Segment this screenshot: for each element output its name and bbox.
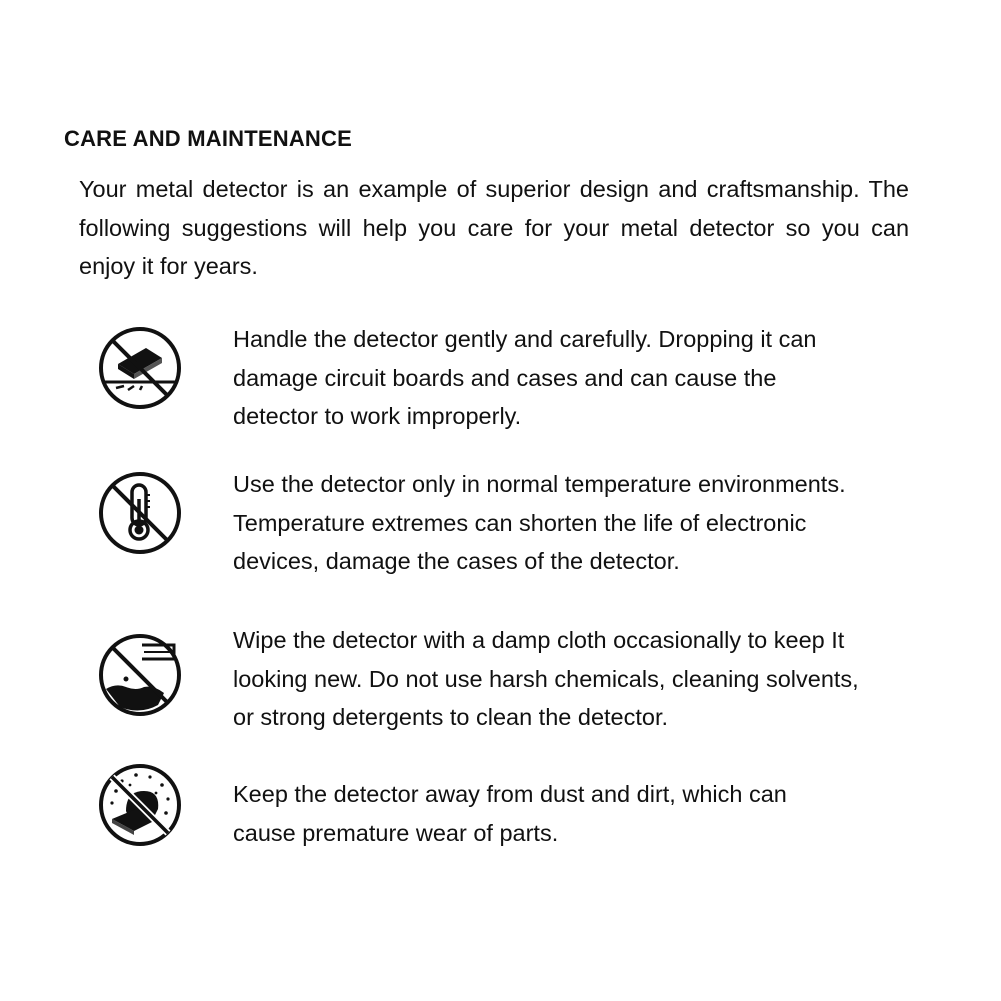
tip-line: Handle the detector gently and carefully. Dropping it can bbox=[233, 326, 817, 352]
tip-text bbox=[233, 320, 933, 436]
tip-line: detector to work improperly. bbox=[233, 403, 522, 429]
tip-line: devices, damage the cases of the detector. bbox=[233, 548, 680, 574]
tip-line: cause premature wear of parts. bbox=[233, 819, 559, 846]
tip-line: Temperature extremes can shorten the life of electronic bbox=[233, 509, 807, 536]
intro-line: you can enjoy it for years. bbox=[79, 214, 910, 279]
tip-text bbox=[233, 775, 933, 852]
section-title: CARE AND MAINTENANCE bbox=[64, 126, 352, 151]
tip-line: Keep the detector away from dust and dirt, which can bbox=[233, 781, 787, 807]
intro-line: The following suggestions will help you care for your metal detector so bbox=[79, 176, 909, 241]
tip-line: looking new. Do not use harsh chemicals, cleaning solvents, bbox=[233, 665, 859, 692]
tip-text bbox=[233, 465, 933, 581]
tip-line: Use the detector only in normal temperature environments. bbox=[233, 471, 846, 497]
tip-line: or strong detergents to clean the detector. bbox=[233, 704, 669, 730]
no-dropping-icon bbox=[96, 324, 184, 412]
intro-paragraph bbox=[79, 170, 909, 286]
tip-line: Wipe the detector with a damp cloth occasionally to keep It bbox=[233, 627, 845, 653]
no-extreme-temperature-icon bbox=[96, 469, 184, 557]
tip-text bbox=[233, 621, 933, 737]
tip-line: damage circuit boards and cases and can cause the bbox=[233, 364, 777, 391]
intro-line: Your metal detector is an example of superior design and craftsmanship. bbox=[79, 176, 860, 202]
no-dust-icon bbox=[96, 761, 184, 849]
no-harsh-chemicals-icon bbox=[96, 631, 184, 719]
